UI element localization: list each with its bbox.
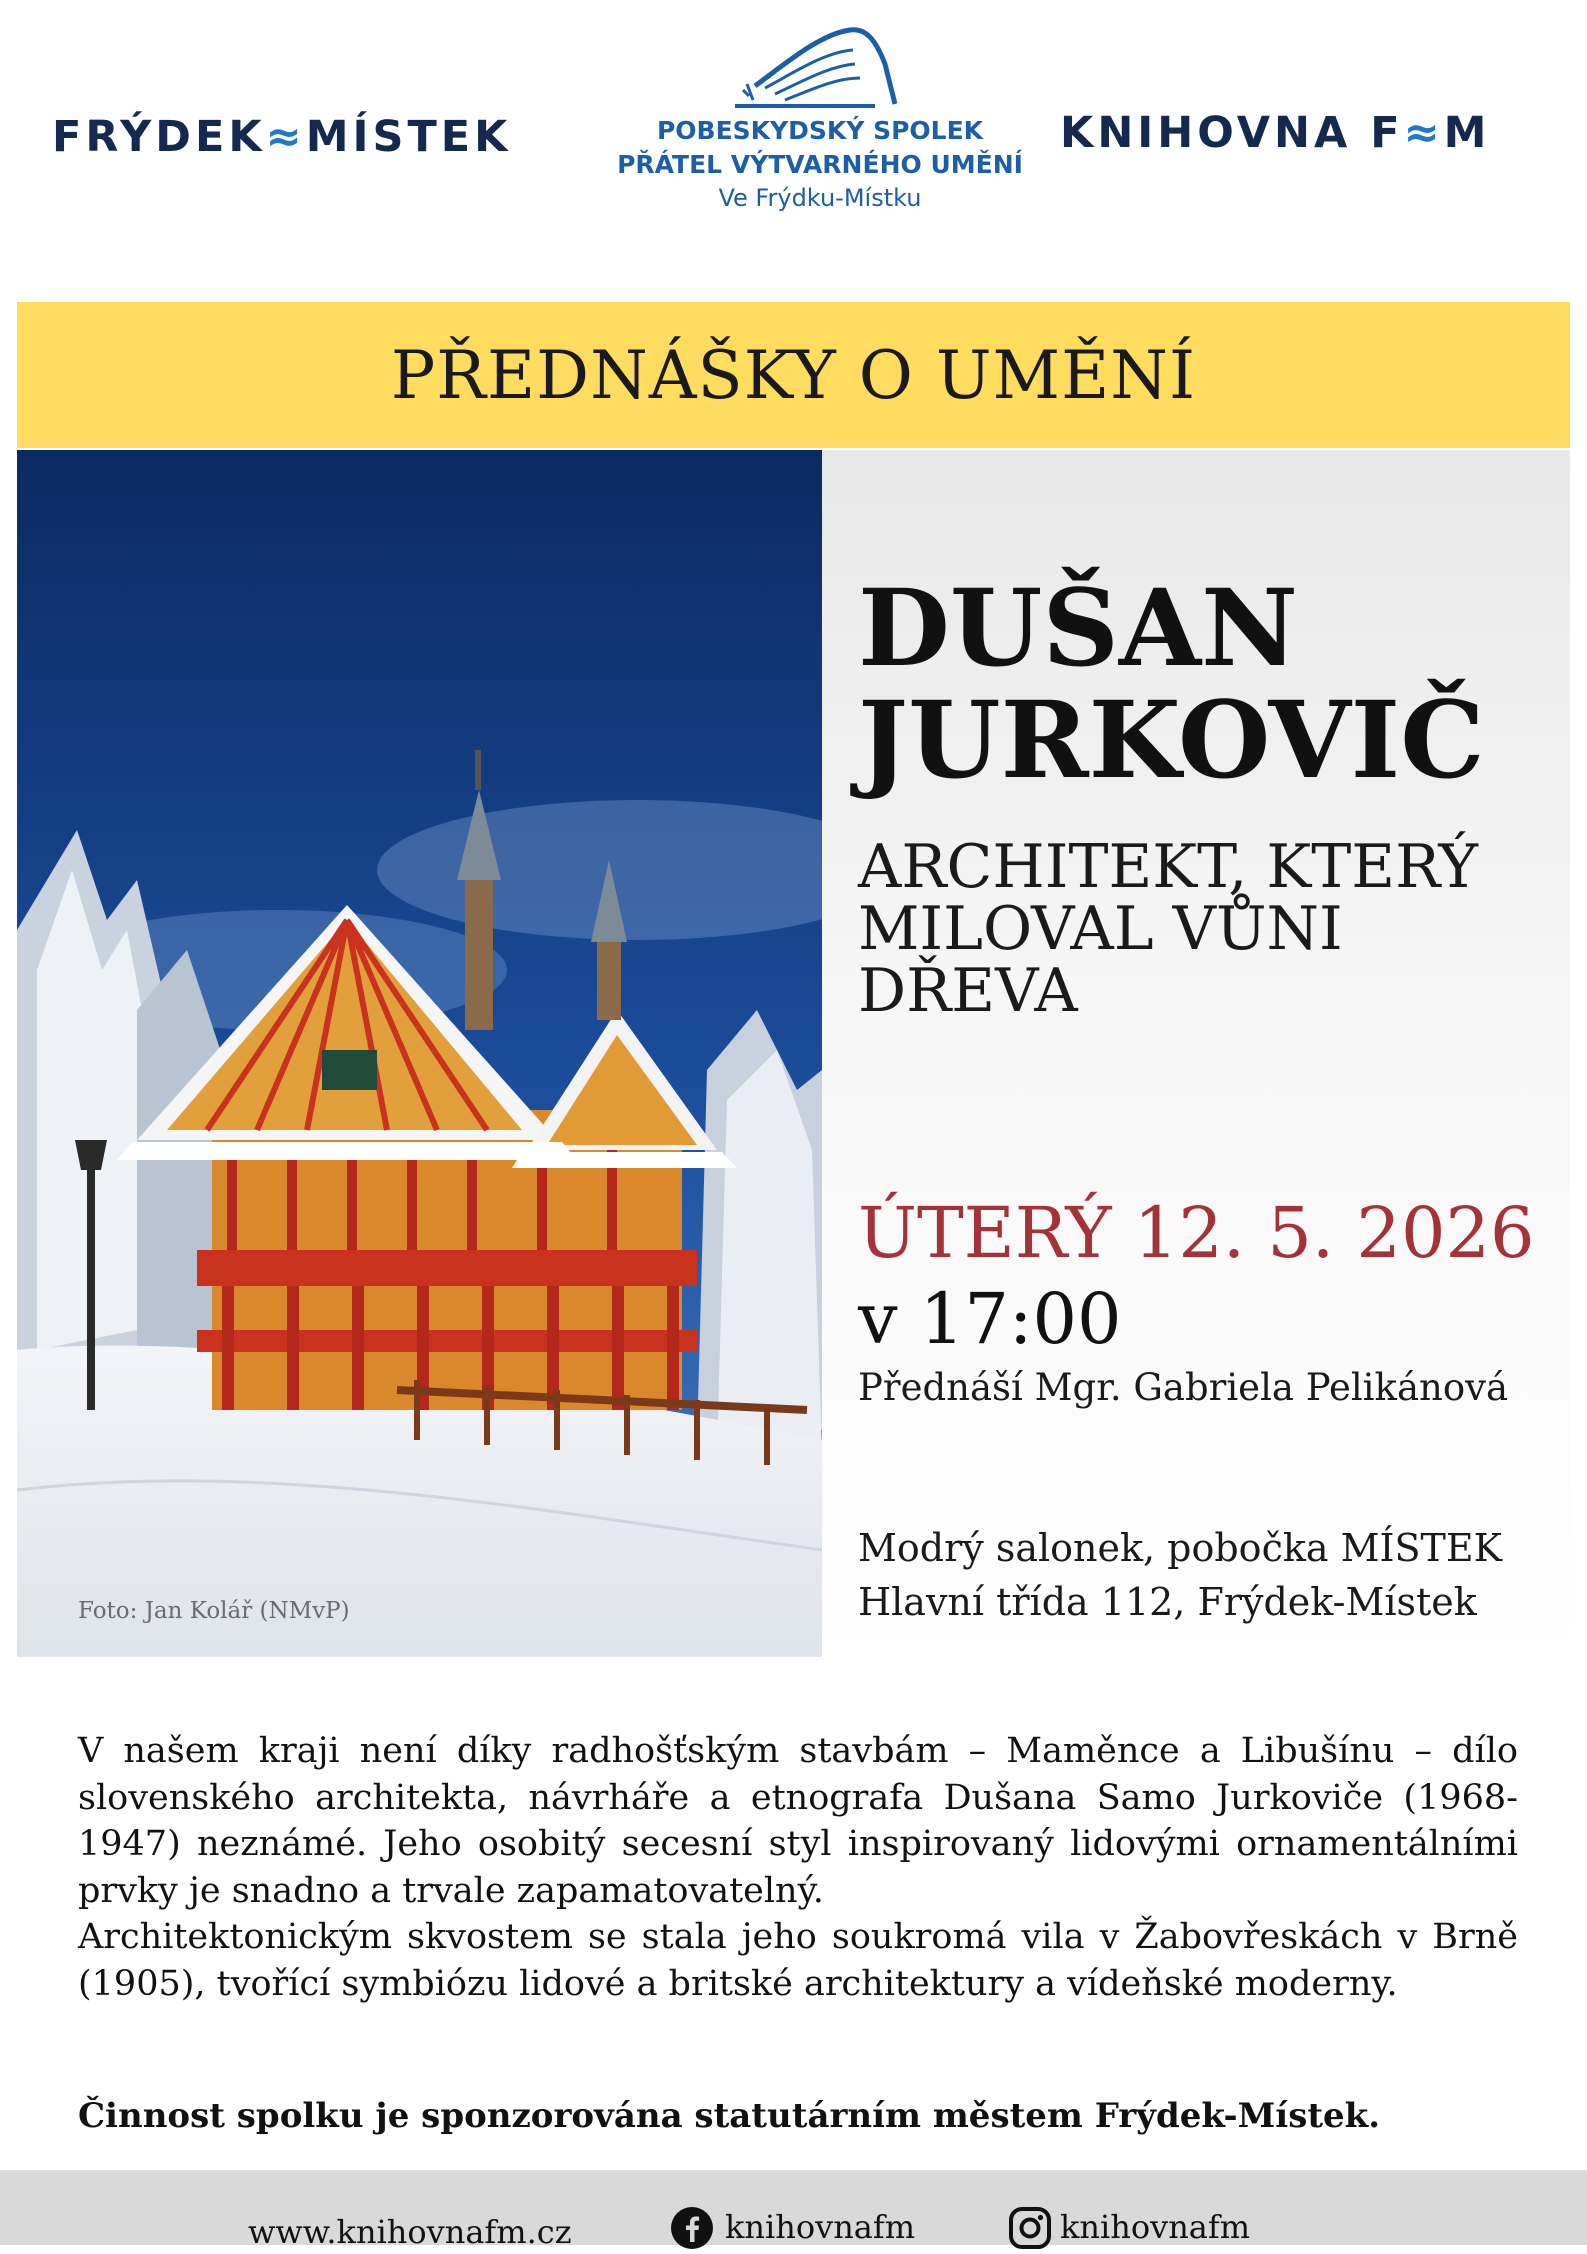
title-banner (17, 302, 1570, 448)
library-logo-text: KNIHOVNA F (1060, 108, 1404, 158)
footer-instagram-link[interactable]: knihovnafm (1060, 2208, 1251, 2246)
event-date: ÚTERÝ 12. 5. 2026 (858, 1192, 1535, 1274)
logo-text-mistek: MÍSTEK (305, 112, 512, 162)
villa-photo (17, 450, 822, 1657)
event-lecturer: Přednáší Mgr. Gabriela Pelikánová (858, 1366, 1509, 1409)
footer-website-link[interactable]: www.knihovnafm.cz (248, 2213, 572, 2251)
logo-text-frydek: FRÝDEK (52, 112, 266, 162)
society-name-line3: Ve Frýdku-Místku (718, 184, 922, 212)
name-line1: DUŠAN (858, 565, 1299, 690)
villa-illustration (17, 450, 822, 1657)
library-logo (1060, 108, 1490, 158)
society-name-line2: PŘÁTEL VÝTVARNÉHO UMĚNÍ (617, 150, 1023, 179)
mountain-logo-icon (725, 24, 915, 114)
event-venue: Modrý salonek, pobočka MÍSTEK (858, 1526, 1503, 1570)
logo-wave: ≈ (265, 112, 306, 162)
description-paragraph-2: Architektonickým skvostem se stala jeho soukromá vila v Žabovřeskách v Brně (1905), tvořící symbiózu lidové a britské architektury a vídeňské moderny. (78, 1917, 1518, 2004)
society-name-line1: POBESKYDSKÝ SPOLEK (656, 116, 984, 145)
photo-credit: Foto: Jan Kolář (NMvP) (78, 1598, 350, 1624)
instagram-icon[interactable] (1008, 2206, 1052, 2254)
sponsor-note: Činnost spolku je sponzorována statutárním městem Frýdek-Místek. (78, 2096, 1381, 2136)
event-address: Hlavní třída 112, Frýdek-Místek (858, 1580, 1477, 1624)
library-logo-wave: ≈ (1403, 108, 1444, 158)
name-line2: JURKOVIČ (858, 677, 1485, 802)
subtitle-line3: DŘEVA (858, 956, 1078, 1026)
event-speaker-name (858, 565, 1485, 802)
event-time: v 17:00 (858, 1278, 1122, 1360)
footer-facebook-link[interactable]: knihovnafm (725, 2208, 916, 2246)
event-subtitle (858, 832, 1479, 1026)
frydek-mistek-logo (52, 112, 512, 162)
event-description (78, 1728, 1518, 2007)
subtitle-line1: ARCHITEKT, KTERÝ (858, 832, 1479, 902)
banner-title: PŘEDNÁŠKY O UMĚNÍ (390, 336, 1197, 414)
facebook-icon[interactable] (670, 2206, 714, 2254)
library-logo-m: M (1443, 108, 1491, 158)
description-paragraph-1: V našem kraji není díky radhošťským stavbám – Maměnce a Libušínu – dílo slovenského architekta, návrháře a etnografa Dušana Samo Jurkoviče (1968-1947) neznámé. Jeho osobitý secesní styl inspirovaný lidovými ornamentálními prvky je snadno a trvale zapamatovatelný. (78, 1731, 1518, 1911)
subtitle-line2: MILOVAL VŮNI (858, 894, 1343, 964)
society-logo (560, 24, 1080, 214)
